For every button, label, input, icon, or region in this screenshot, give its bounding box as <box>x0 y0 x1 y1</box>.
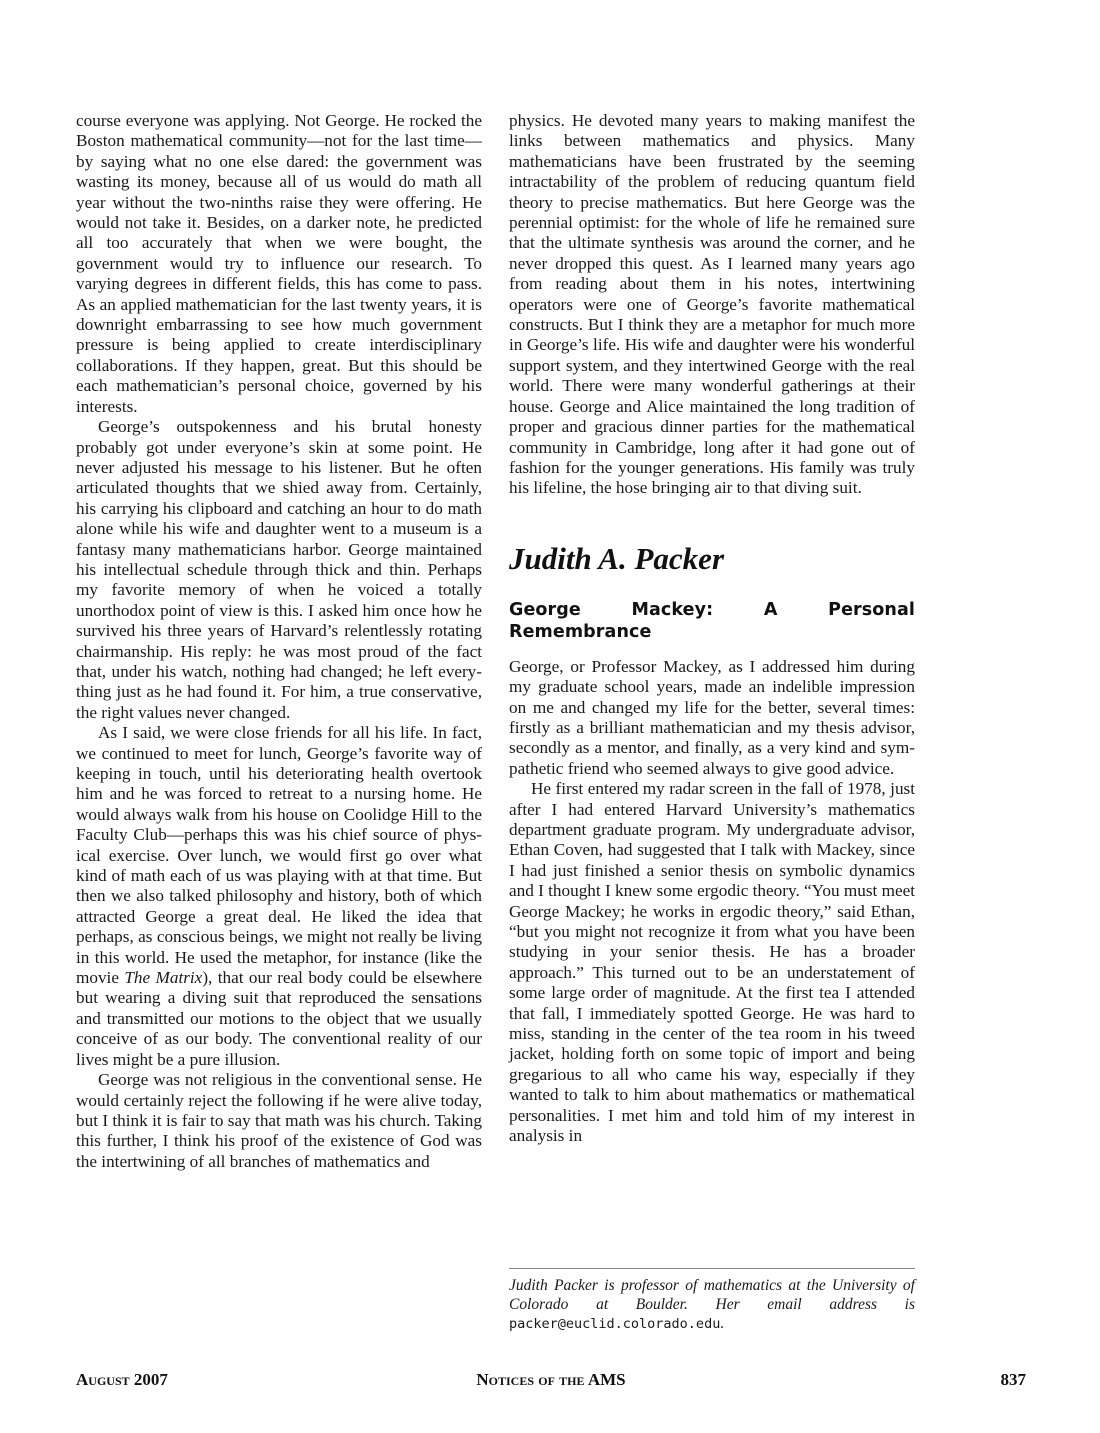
page-number: 837 <box>1000 1370 1026 1389</box>
paragraph-text: ), that our real body could be elsewhere but wearing a diving suit that reproduced the sensations and transmitted our motions to the object that we usually conceive of as our body. The conventional reality of our lives might be a pure illusion. <box>76 968 482 1069</box>
paragraph: George’s outspokenness and his brutal honesty probably got under everyone’s skin at some point. He never adjusted his message to his listener. But he often articulated thoughts that we shied away from. Certainly, his carrying his clipboard and catching an hour to do math alone while his wife and daughter went to a museum is a fantasy many mathematicians harbor. George maintained his intellectual schedule through thick and thin. Perhaps my favorite memory of when he voiced a totally unorthodox point of view is this. I asked him once how he survived his three years of Harvard’s relentlessly rotating chairmanship. His reply: he was most proud of the fact that, under his watch, nothing had changed; he left everything just as he had found it. For him, a true conservative, the right values never changed. <box>76 417 482 722</box>
paragraph <box>76 723 482 1070</box>
paragraph: course everyone was applying. Not George. He rocked the Boston mathematical community—not for the last time—by saying what no one else dared: the government was wasting its money, because all of us would do math all year without the two-ninths raise they were offering. He would not take it. Besides, on a darker note, he predicted all too accurately that when we were bought, the government would try to influence our research. To varying degrees in different fields, this has come to pass. As an applied mathematician for the last twenty years, it is downright embarrassing to see how much government pressure is being applied to create interdisciplinary collaborations. If they happen, great. But this should be each mathematician’s personal choice, governed by his interests. <box>76 111 482 416</box>
paragraph: He first entered my radar screen in the fall of 1978, just after I had entered Harvard University’s mathematics department graduate program. My undergraduate advisor, Ethan Coven, had suggested that I talk with Mackey, since I had just finished a senior thesis on symbolic dynamics and I thought I knew some ergodic theory. “You must meet George Mackey; he works in ergodic theory,” said Ethan, “but you might not recognize it from what you have been studying in your senior thesis. He has a broader approach.” This turned out to be an understatement of some large order of magnitude. At the first tea I attended that fall, I immediately spotted George. He was hard to miss, standing in the center of the tea room in his tweed jacket, holding forth on some topic of import and being gregarious to all who came his way, especially if they wanted to talk to him about mathematics or mathematical personalities. I met him and told him of my interest in analysis in <box>509 779 915 1146</box>
paragraph: physics. He devoted many years to making manifest the links between mathematics and physics. Many mathematicians have been frustrated by the seeming intractability of the problem of reducing quantum field theory to precise mathematics. But here George was the perennial optimist: for the whole of life he remained sure that the ultimate synthesis was around the corner, and he never dropped this quest. As I learned many years ago from reading about them in his notes, intertwining operators were one of George’s favorite mathematical constructs. But I think they are a metaphor for much more in George’s life. His wife and daughter were his wonderful support system, and they intertwined George with the real world. There were many wonderful gatherings at their house. George and Alice maintained the long tradition of proper and gracious dinner parties for the mathematical community in Cambridge, long after it had gone out of fashion for the younger generations. His family was truly his lifeline, the hose bringing air to that diving suit. <box>509 111 915 498</box>
footer-journal: Notices of the AMS <box>476 1370 626 1389</box>
page-footer <box>76 1370 1026 1394</box>
right-column <box>509 111 915 1146</box>
author-name: Judith A. Packer <box>509 540 725 576</box>
movie-title: The Matrix <box>124 968 203 988</box>
paragraph: George was not religious in the conventional sense. He would certainly reject the following if he were alive today, but I think it is fair to say that math was his church. Taking this further, I think his proof of the existence of God was the intertwining of all branches of mathematics and <box>76 1070 482 1171</box>
section-title: George Mackey: A Personal Remembrance <box>509 599 915 642</box>
footnote-text: Judith Packer is professor of mathematics at the University of Colorado at Boulder. Her email address is <box>509 1277 915 1313</box>
paragraph-text: As I said, we were close friends for all his life. In fact, we continued to meet for lunch, George’s favorite way of keeping in touch, until his deteriorating health overtook him and he was forced to retreat to a nursing home. He would always walk from his house on Coolidge Hill to the Faculty Club—perhaps this was his chief source of physical exercise. Over lunch, we would first go over what kind of math each of us was playing with at that time. But then we also talked philosophy and history, both of which attracted George a great deal. He liked the idea that perhaps, as conscious beings, we might not really be living in this world. He used the metaphor, for instance (like the movie <box>76 723 482 988</box>
email-address[interactable]: packer@euclid.colorado.edu <box>509 1316 721 1332</box>
footer-date: August 2007 <box>76 1370 168 1389</box>
paragraph: George, or Professor Mackey, as I addressed him during my graduate school years, made an indelible impression on me and changed my life for the better, several times: firstly as a brilliant mathematician and my thesis advisor, secondly as a mentor, and finally, as a very kind and sympathetic friend who seemed always to give good advice. <box>509 656 915 778</box>
footnote-trailing: . <box>720 1315 725 1332</box>
author-footnote <box>509 1268 915 1334</box>
left-column <box>76 111 482 1172</box>
